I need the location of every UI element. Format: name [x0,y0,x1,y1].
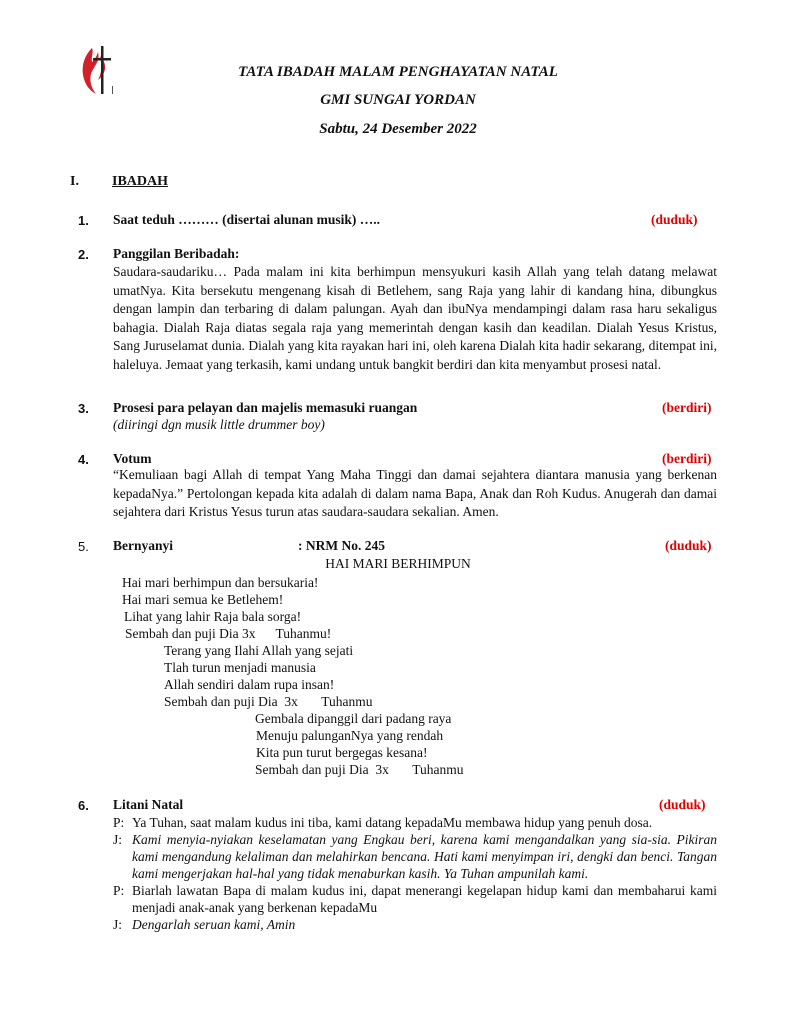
lyric-line: Tlah turun menjadi manusia [164,660,316,675]
item-6-number: 6. [78,798,89,813]
item-4-posture: (berdiri) [662,451,712,466]
item-3-title: Prosesi para pelayan dan majelis memasuki ruangan [113,400,418,415]
item-4-number: 4. [78,452,89,467]
item-3-number: 3. [78,401,89,416]
lyric-line: Hai mari berhimpun dan bersukaria! [122,575,319,590]
litany-text: Dengarlah seruan kami, Amin [132,917,296,932]
lyric-line: Sembah dan puji Dia 3x Tuhanmu [164,694,373,709]
lyric-line: Sembah dan puji Dia 3x Tuhanmu [255,762,464,777]
item-1-number: 1. [78,213,89,228]
lyric-line: Menuju palunganNya yang rendah [256,728,444,743]
item-1-posture: (duduk) [651,212,698,227]
procession-note: (diiringi dgn musik little drummer boy) [113,417,325,432]
speaker-label: P: [113,883,125,898]
litany-text: Ya Tuhan, saat malam kudus ini tiba, kami datang kepadaMu membawa hidup yang penuh dosa. [132,815,653,830]
lyric-line: Kita pun turut bergegas kesana! [256,745,428,760]
service-date: Sabtu, 24 Desember 2022 [319,121,477,137]
litany-line [113,916,717,933]
lyric-line: Terang yang Ilahi Allah yang sejati [164,643,354,658]
litany-line [113,831,717,882]
call-to-worship-text: Saudara-saudariku… Pada malam ini kita berhimpun mensyukuri kasih Allah yang telah datang melawat umatNya. Kita bersekutu mengenang kisah di Betlehem, sang Raja yang lahir di kandang hina, dibungkus dengan lampin dan terbaring di dalam palungan. Ayah dan ibuNya mendampingi dalam rasa haru sekaligus bahagia. Dialah Raja diatas segala raja yang memerintah dengan kasih dan keadilan. Dialah Yesus Kristus, Sang Juruselamat dunia. Dialah yang kita rayakan hari ini, oleh karena Dialah kita hadir sekarang, ditempat ini, haleluya. Jemaat yang terkasih, kami undang untuk bangkit berdiri dan kita menyambut prosesi natal. [113,264,717,372]
lyric-line: Lihat yang lahir Raja bala sorga! [124,609,302,624]
section-number: I. [70,174,79,189]
church-name: GMI SUNGAI YORDAN [320,92,476,108]
item-3-posture: (berdiri) [662,400,712,415]
litany-text: Biarlah lawatan Bapa di malam kudus ini, dapat menerangi kegelapan hidup kami dan membaharui kami menjadi anak-anak yang berkenan kepadaMu [132,883,717,915]
document-title: TATA IBADAH MALAM PENGHAYATAN NATAL [238,64,558,80]
item-2-number: 2. [78,247,89,262]
litany-text: Kami menyia-nyiakan keselamatan yang Engkau beri, karena kami mengandalkan yang sia-sia. Pikiran kami mengandung kelaliman dan melahirkan bencana. Hati kami menyimpan iri, dengki dan benci. Tangan kami mengerjakan hal-hal yang tidak menaburkan kasih. Ya Tuhan ampunilah kami. [132,832,717,881]
speaker-label: J: [113,832,123,847]
speaker-label: J: [113,917,123,932]
item-2-title: Panggilan Beribadah: [113,246,240,261]
item-6-title: Litani Natal [113,797,184,812]
item-5-title: Bernyanyi [113,538,174,553]
lyric-line: Allah sendiri dalam rupa insan! [164,677,335,692]
litany-line [113,882,717,916]
item-6-posture: (duduk) [659,797,706,812]
lyric-line: Sembah dan puji Dia 3x Tuhanmu! [125,626,332,641]
song-title: HAI MARI BERHIMPUN [325,556,471,571]
item-4-title: Votum [113,451,152,466]
lyric-line: Hai mari semua ke Betlehem! [122,592,284,607]
litany-block [113,814,717,933]
votum-text: “Kemuliaan bagi Allah di tempat Yang Maha Tinggi dan damai sejahtera diantara manusia yang berkenan kepadaNya.” Pertolongan kepada kita adalah di dalam nama Bapa, Anak dan Roh Kudus. Anugerah dan damai sejahtera dari Kristus Yesus turun atas saudara-saudara sekalian. Amen. [113,467,717,520]
item-1-title: Saat teduh ……… (disertai alunan musik) ….. [113,212,381,227]
hymn-number: : NRM No. 245 [298,538,385,553]
speaker-label: P: [113,815,125,830]
item-5-posture: (duduk) [665,538,712,553]
lyric-line: Gembala dipanggil dari padang raya [255,711,452,726]
litany-line [113,814,717,831]
item-5-number: 5. [78,539,89,554]
section-label: IBADAH [112,174,169,189]
